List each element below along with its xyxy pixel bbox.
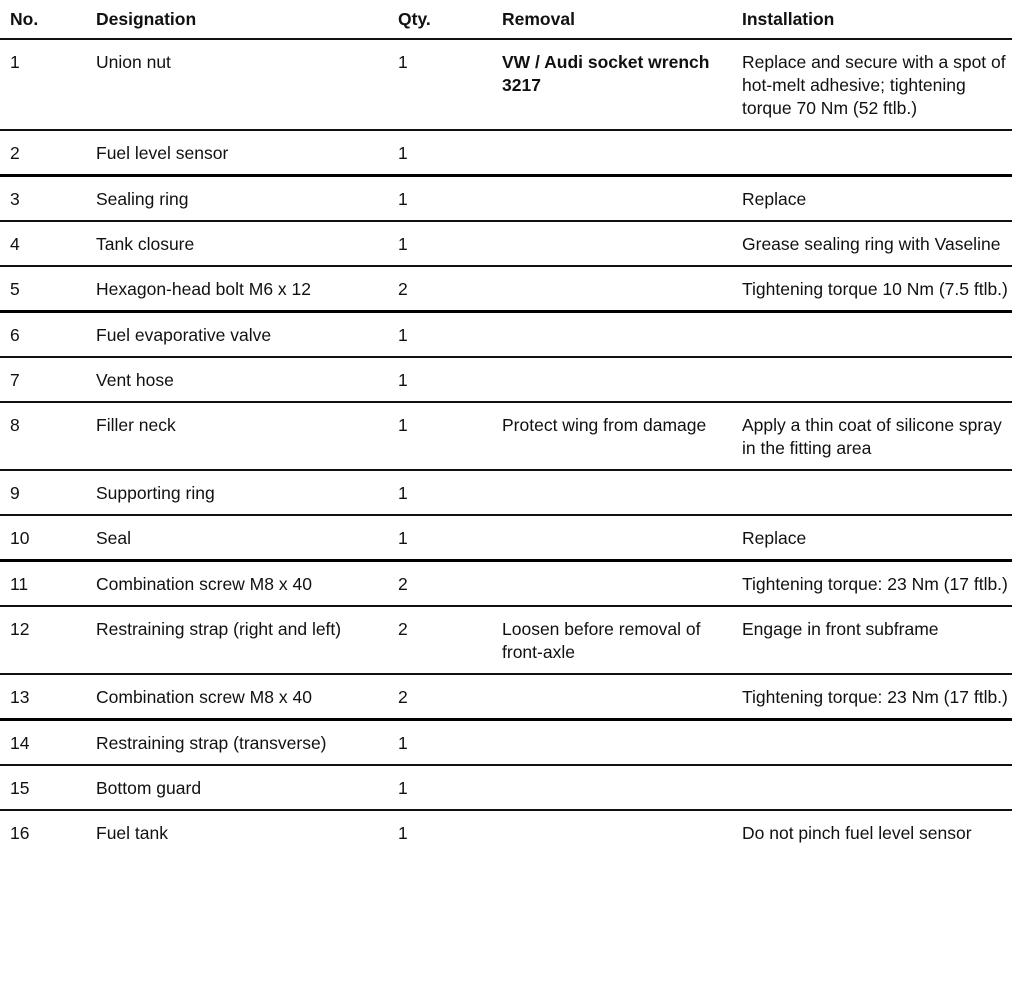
cell-qty: 1 xyxy=(398,823,408,843)
header-qty: Qty. xyxy=(386,0,490,39)
cell-designation: Combination screw M8 x 40 xyxy=(84,561,386,607)
cell-qty: 1 xyxy=(386,402,490,470)
cell-installation xyxy=(730,765,1012,810)
cell-designation: Restraining strap (right and left) xyxy=(84,606,386,674)
cell-removal: Loosen before removal of front-axle xyxy=(490,606,730,674)
cell-qty: 1 xyxy=(386,130,490,176)
table-row xyxy=(0,765,1012,810)
cell-no: 7 xyxy=(0,357,84,402)
cell-designation: Union nut xyxy=(84,39,386,130)
cell-qty: 1 xyxy=(386,515,490,561)
table-row xyxy=(0,176,1012,222)
cell-designation: Fuel evaporative valve xyxy=(84,312,386,358)
cell-designation: Supporting ring xyxy=(84,470,386,515)
cell-removal xyxy=(490,765,730,810)
cell-qty: 1 xyxy=(386,176,490,222)
cell-designation: Seal xyxy=(84,515,386,561)
header-installation: Installation xyxy=(730,0,1012,39)
cell-removal xyxy=(490,674,730,720)
table-row xyxy=(0,39,1012,130)
table-row xyxy=(0,266,1012,312)
cell-qty: 1 xyxy=(386,765,490,810)
cell-removal xyxy=(490,312,730,358)
cell-qty: 1 xyxy=(386,39,490,130)
cell-designation: Combination screw M8 x 40 xyxy=(84,674,386,720)
cell-removal: Protect wing from damage xyxy=(490,402,730,470)
cell-no: 11 xyxy=(0,561,84,607)
cell-qty: 1 xyxy=(386,312,490,358)
cell-designation: Restraining strap (transverse) xyxy=(84,720,386,766)
cell-designation: Fuel level sensor xyxy=(84,130,386,176)
cell-installation: Apply a thin coat of silicone spray in the fitting area xyxy=(730,402,1012,470)
cell-installation: Tightening torque: 23 Nm (17 ftlb.) xyxy=(730,674,1012,720)
table-row xyxy=(0,357,1012,402)
cell-qty: 2 xyxy=(386,606,490,674)
cell-qty: 1 xyxy=(386,720,490,766)
cell-designation: Bottom guard xyxy=(84,765,386,810)
header-no: No. xyxy=(0,0,84,39)
cell-no: 2 xyxy=(0,130,84,176)
cell-designation: Filler neck xyxy=(84,402,386,470)
cell-installation xyxy=(730,357,1012,402)
cell-removal xyxy=(490,357,730,402)
cell-no: 13 xyxy=(0,674,84,720)
cell-designation: Vent hose xyxy=(84,357,386,402)
table-row xyxy=(0,674,1012,720)
table-row xyxy=(0,470,1012,515)
cell-no: 6 xyxy=(0,312,84,358)
cell-removal xyxy=(490,176,730,222)
cell-installation xyxy=(730,720,1012,766)
header-designation: Designation xyxy=(84,0,386,39)
cell-installation: Tightening torque: 23 Nm (17 ftlb.) xyxy=(730,561,1012,607)
cell-no: 8 xyxy=(0,402,84,470)
cell-removal xyxy=(490,720,730,766)
cell-no: 3 xyxy=(0,176,84,222)
cell-qty: 1 xyxy=(386,357,490,402)
cell-no: 4 xyxy=(0,221,84,266)
cell-removal xyxy=(490,266,730,312)
cell-designation: Hexagon-head bolt M6 x 12 xyxy=(84,266,386,312)
cell-no: 1 xyxy=(0,39,84,130)
table-row xyxy=(0,720,1012,766)
cell-qty: 2 xyxy=(386,266,490,312)
cell-installation xyxy=(730,470,1012,515)
cell-no: 15 xyxy=(0,765,84,810)
cell-no: 14 xyxy=(0,720,84,766)
cell-removal xyxy=(490,221,730,266)
cell-no: 16 xyxy=(10,823,30,843)
header-row xyxy=(0,0,1012,39)
cell-qty: 1 xyxy=(386,470,490,515)
cell-designation: Tank closure xyxy=(84,221,386,266)
cell-qty: 2 xyxy=(386,674,490,720)
cell-no: 5 xyxy=(0,266,84,312)
table-row xyxy=(0,810,1012,854)
table-row xyxy=(0,130,1012,176)
cell-installation: Replace xyxy=(730,176,1012,222)
cell-removal xyxy=(490,810,730,854)
cell-removal xyxy=(490,515,730,561)
cell-installation xyxy=(730,312,1012,358)
cell-designation: Sealing ring xyxy=(84,176,386,222)
cell-removal xyxy=(490,130,730,176)
cell-installation: Do not pinch fuel level sensor xyxy=(742,823,972,843)
cell-removal: VW / Audi socket wrench 3217 xyxy=(490,39,730,130)
table-row xyxy=(0,312,1012,358)
cell-qty: 2 xyxy=(386,561,490,607)
cell-installation: Replace and secure with a spot of hot-melt adhesive; tightening torque 70 Nm (52 ftlb.) xyxy=(730,39,1012,130)
cell-installation: Replace xyxy=(730,515,1012,561)
cell-designation: Fuel tank xyxy=(96,823,168,843)
table-row xyxy=(0,561,1012,607)
cell-removal xyxy=(490,561,730,607)
table-row xyxy=(0,606,1012,674)
cell-no: 12 xyxy=(0,606,84,674)
cell-qty: 1 xyxy=(386,221,490,266)
cell-installation xyxy=(730,130,1012,176)
cell-installation: Grease sealing ring with Vaseline xyxy=(730,221,1012,266)
table-row xyxy=(0,221,1012,266)
table-row xyxy=(0,515,1012,561)
cell-removal xyxy=(490,470,730,515)
cell-no: 9 xyxy=(0,470,84,515)
cell-no: 10 xyxy=(0,515,84,561)
cell-installation: Engage in front subframe xyxy=(730,606,1012,674)
cell-installation: Tightening torque 10 Nm (7.5 ftlb.) xyxy=(730,266,1012,312)
table-row xyxy=(0,402,1012,470)
header-removal: Removal xyxy=(490,0,730,39)
